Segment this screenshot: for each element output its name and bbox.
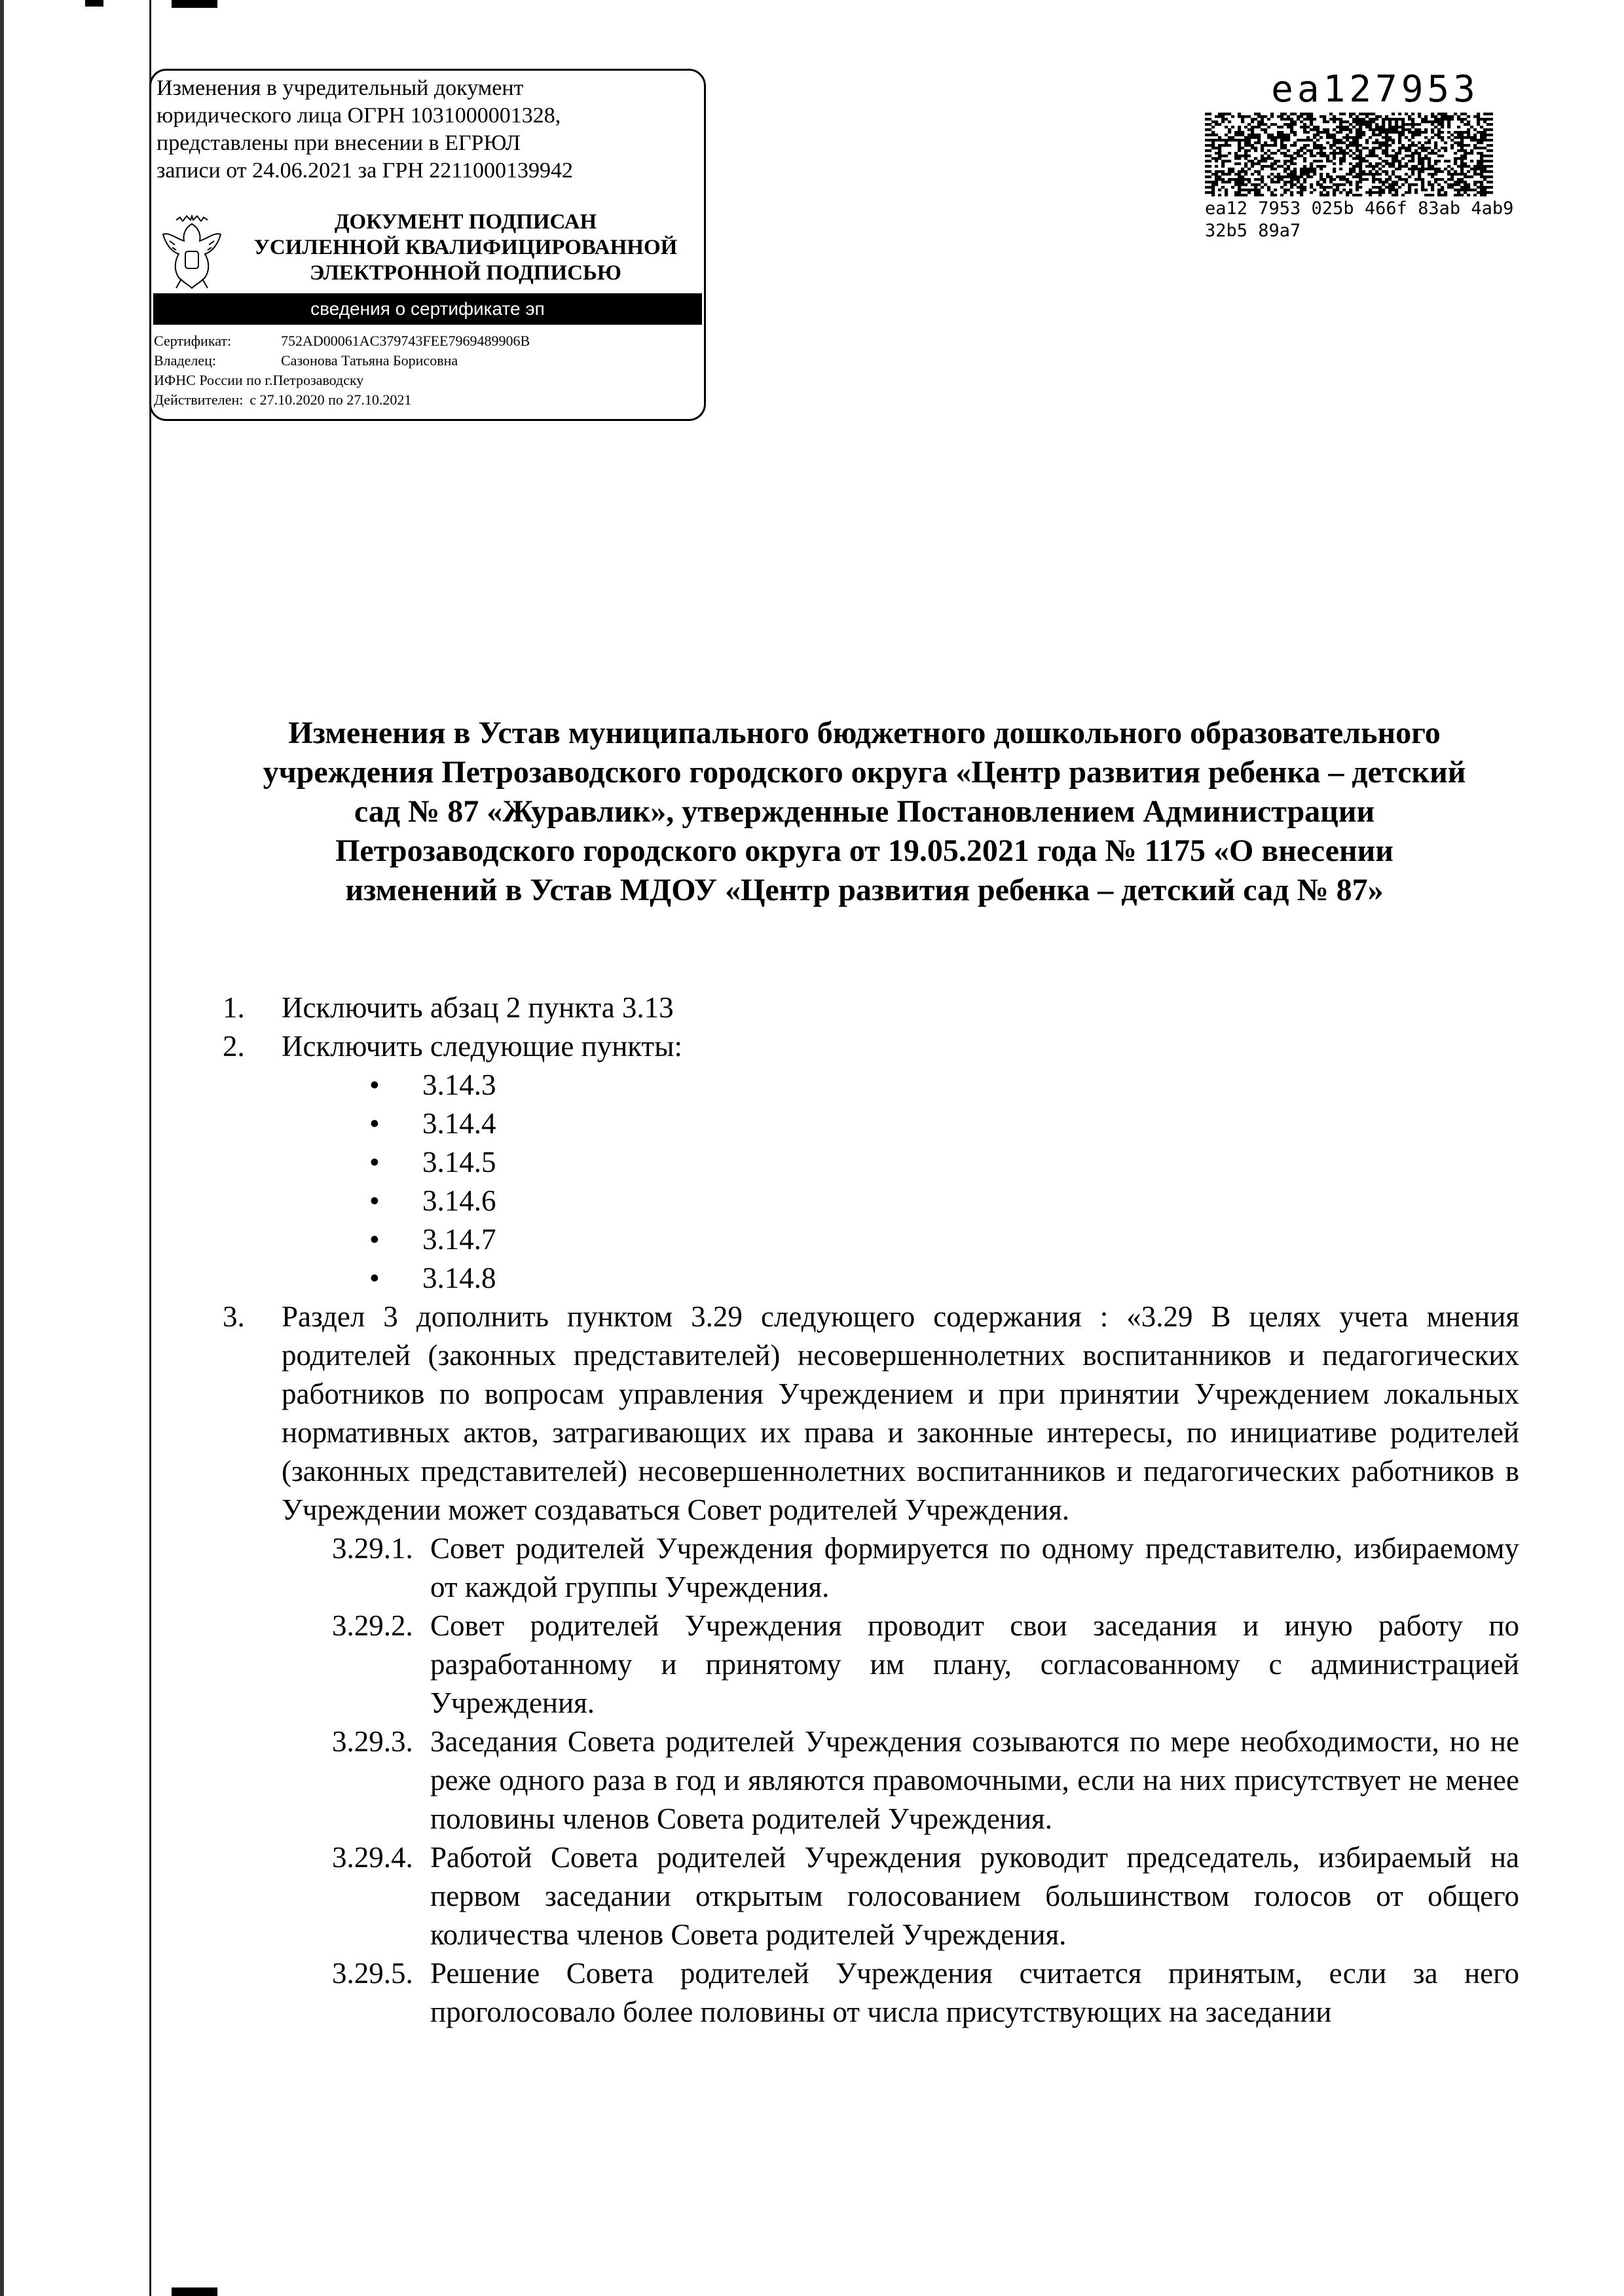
bullet-item [369,1182,1519,1220]
bullet-text: 3.14.3 [422,1068,496,1101]
bullet-icon: • [369,1223,380,1256]
validity-row [154,390,697,410]
bullet-icon: • [369,1262,380,1294]
valid-value: с 27.10.2020 по 27.10.2021 [249,392,412,408]
bullet-text: 3.14.8 [422,1262,496,1294]
title-line: учреждения Петрозаводского городского округа «Центр развития ребенка – детский [263,755,1466,790]
bullet-item [369,1066,1519,1104]
issuer-value: ИФНС России по г.Петрозаводску [154,372,364,388]
item-number: 1. [223,991,245,1024]
subitem-number: 3.29.4. [332,1841,413,1874]
bullet-item [369,1143,1519,1182]
title-line: Изменения в Устав муниципального бюджетного дошкольного образовательного [288,716,1441,750]
registration-line: представлены при внесении в ЕГРЮЛ [157,131,521,155]
valid-label: Действителен: [154,392,244,408]
certificate-value: 752AD00061AC379743FEE7969489906B [281,333,530,349]
item-text: Раздел 3 дополнить пунктом 3.29 следующего содержания : «3.29 В целях учета мнения родителей (законных представителей) несовершеннолетних воспитанников и педагогических работников по вопросам управления Учреждением и при принятии Учреждением локальных нормативных актов, затрагивающих их права и законные интересы, по инициативе родителей (законных представителей) несовершеннолетних воспитанников и педагогических работников в Учреждении может создаваться Совет родителей Учреждения. [282,1300,1519,1526]
subitem-number: 3.29.1. [332,1532,413,1565]
subitem [332,1722,1519,1838]
bullet-icon: • [369,1107,380,1140]
bullet-icon: • [369,1146,380,1178]
owner-label: Владелец: [154,352,217,369]
title-line: сад № 87 «Журавлик», утвержденные Постановлением Администрации [354,794,1375,829]
scan-mark [172,0,217,8]
signed-line: ЭЛЕКТРОННОЙ ПОДПИСЬЮ [310,261,621,285]
certificate-label: Сертификат: [154,333,232,349]
signed-notice [236,210,695,286]
bullet-icon: • [369,1184,380,1217]
subitem-text: Работой Совета родителей Учреждения руководит председатель, избираемый на первом заседании открытым голосованием большинством голосов от общего количества членов Совета родителей Учреждения. [430,1841,1519,1951]
subitem-number: 3.29.2. [332,1609,413,1642]
title-line: изменений в Устав МДОУ «Центр развития ребенка – детский сад № 87» [345,873,1384,907]
certificate-info-bar: сведения о сертификате эп [153,293,702,325]
subitem-text: Совет родителей Учреждения проводит свои заседания и иную работу по разработанному и принятому им плану, согласованному с администрацией Учреждения. [430,1609,1519,1719]
bullet-text: 3.14.7 [422,1223,496,1256]
bullet-text: 3.14.6 [422,1184,496,1217]
item-text: Исключить абзац 2 пункта 3.13 [282,991,674,1024]
bullet-item [369,1259,1519,1298]
subitem [332,1529,1519,1607]
signed-line: УСИЛЕННОЙ КВАЛИФИЦИРОВАННОЙ [253,236,678,259]
signed-line: ДОКУМЕНТ ПОДПИСАН [334,210,597,234]
subitem-text: Заседания Совета родителей Учреждения созываются по мере необходимости, но не реже одного раза в год и являются правомочными, если на них присутствует не менее половины членов Совета родителей Учреждения. [430,1725,1519,1835]
owner-row [154,351,697,371]
document-title [223,714,1506,910]
list-item [223,989,1519,1027]
registration-line: Изменения в учредительный документ [157,76,524,100]
item-number: 2. [223,1030,245,1063]
title-line: Петрозаводского городского округа от 19.05.2021 года № 1175 «О внесении [335,833,1393,868]
barcode-hex: ea12 7953 025b 466f 83ab 4ab9 32b5 89a7 [1205,198,1514,241]
bullet-item [369,1220,1519,1259]
bullet-list [223,1066,1519,1298]
subitem [332,1954,1519,2032]
bullet-icon: • [369,1068,380,1101]
issuer-row [154,371,697,390]
subitem-number: 3.29.5. [332,1957,413,1990]
certificate-row [154,331,697,351]
registration-note [157,75,700,185]
scan-mark [85,0,103,7]
registration-line: юридического лица ОГРН 1031000001328, [157,103,561,128]
barcode-code: ea127953 [1271,68,1479,111]
scan-edge-line [0,0,4,2296]
list-item [223,1027,1519,1066]
document-body [223,989,1519,2032]
barcode-icon [1205,113,1493,196]
subitem-text: Совет родителей Учреждения формируется по одному представителю, избираемому от каждой группы Учреждения. [430,1532,1519,1603]
signature-stamp [149,69,706,421]
bullet-text: 3.14.4 [422,1107,496,1140]
scan-mark [172,2287,217,2296]
subitem-text: Решение Совета родителей Учреждения считается принятым, если за него проголосовало более половины от числа присутствующих на заседании [430,1957,1519,2028]
item-number: 3. [223,1300,245,1333]
certificate-details [154,331,697,410]
item-text: Исключить следующие пункты: [282,1030,682,1063]
registration-line: записи от 24.06.2021 за ГРН 2211000139942 [157,158,574,183]
subitem [332,1607,1519,1722]
russian-coat-of-arms-icon [157,215,227,292]
subitem [332,1838,1519,1954]
bullet-text: 3.14.5 [422,1146,496,1178]
subitem-number: 3.29.3. [332,1725,413,1758]
owner-value: Сазонова Татьяна Борисовна [281,352,458,369]
bullet-item [369,1104,1519,1143]
list-item [223,1298,1519,1529]
